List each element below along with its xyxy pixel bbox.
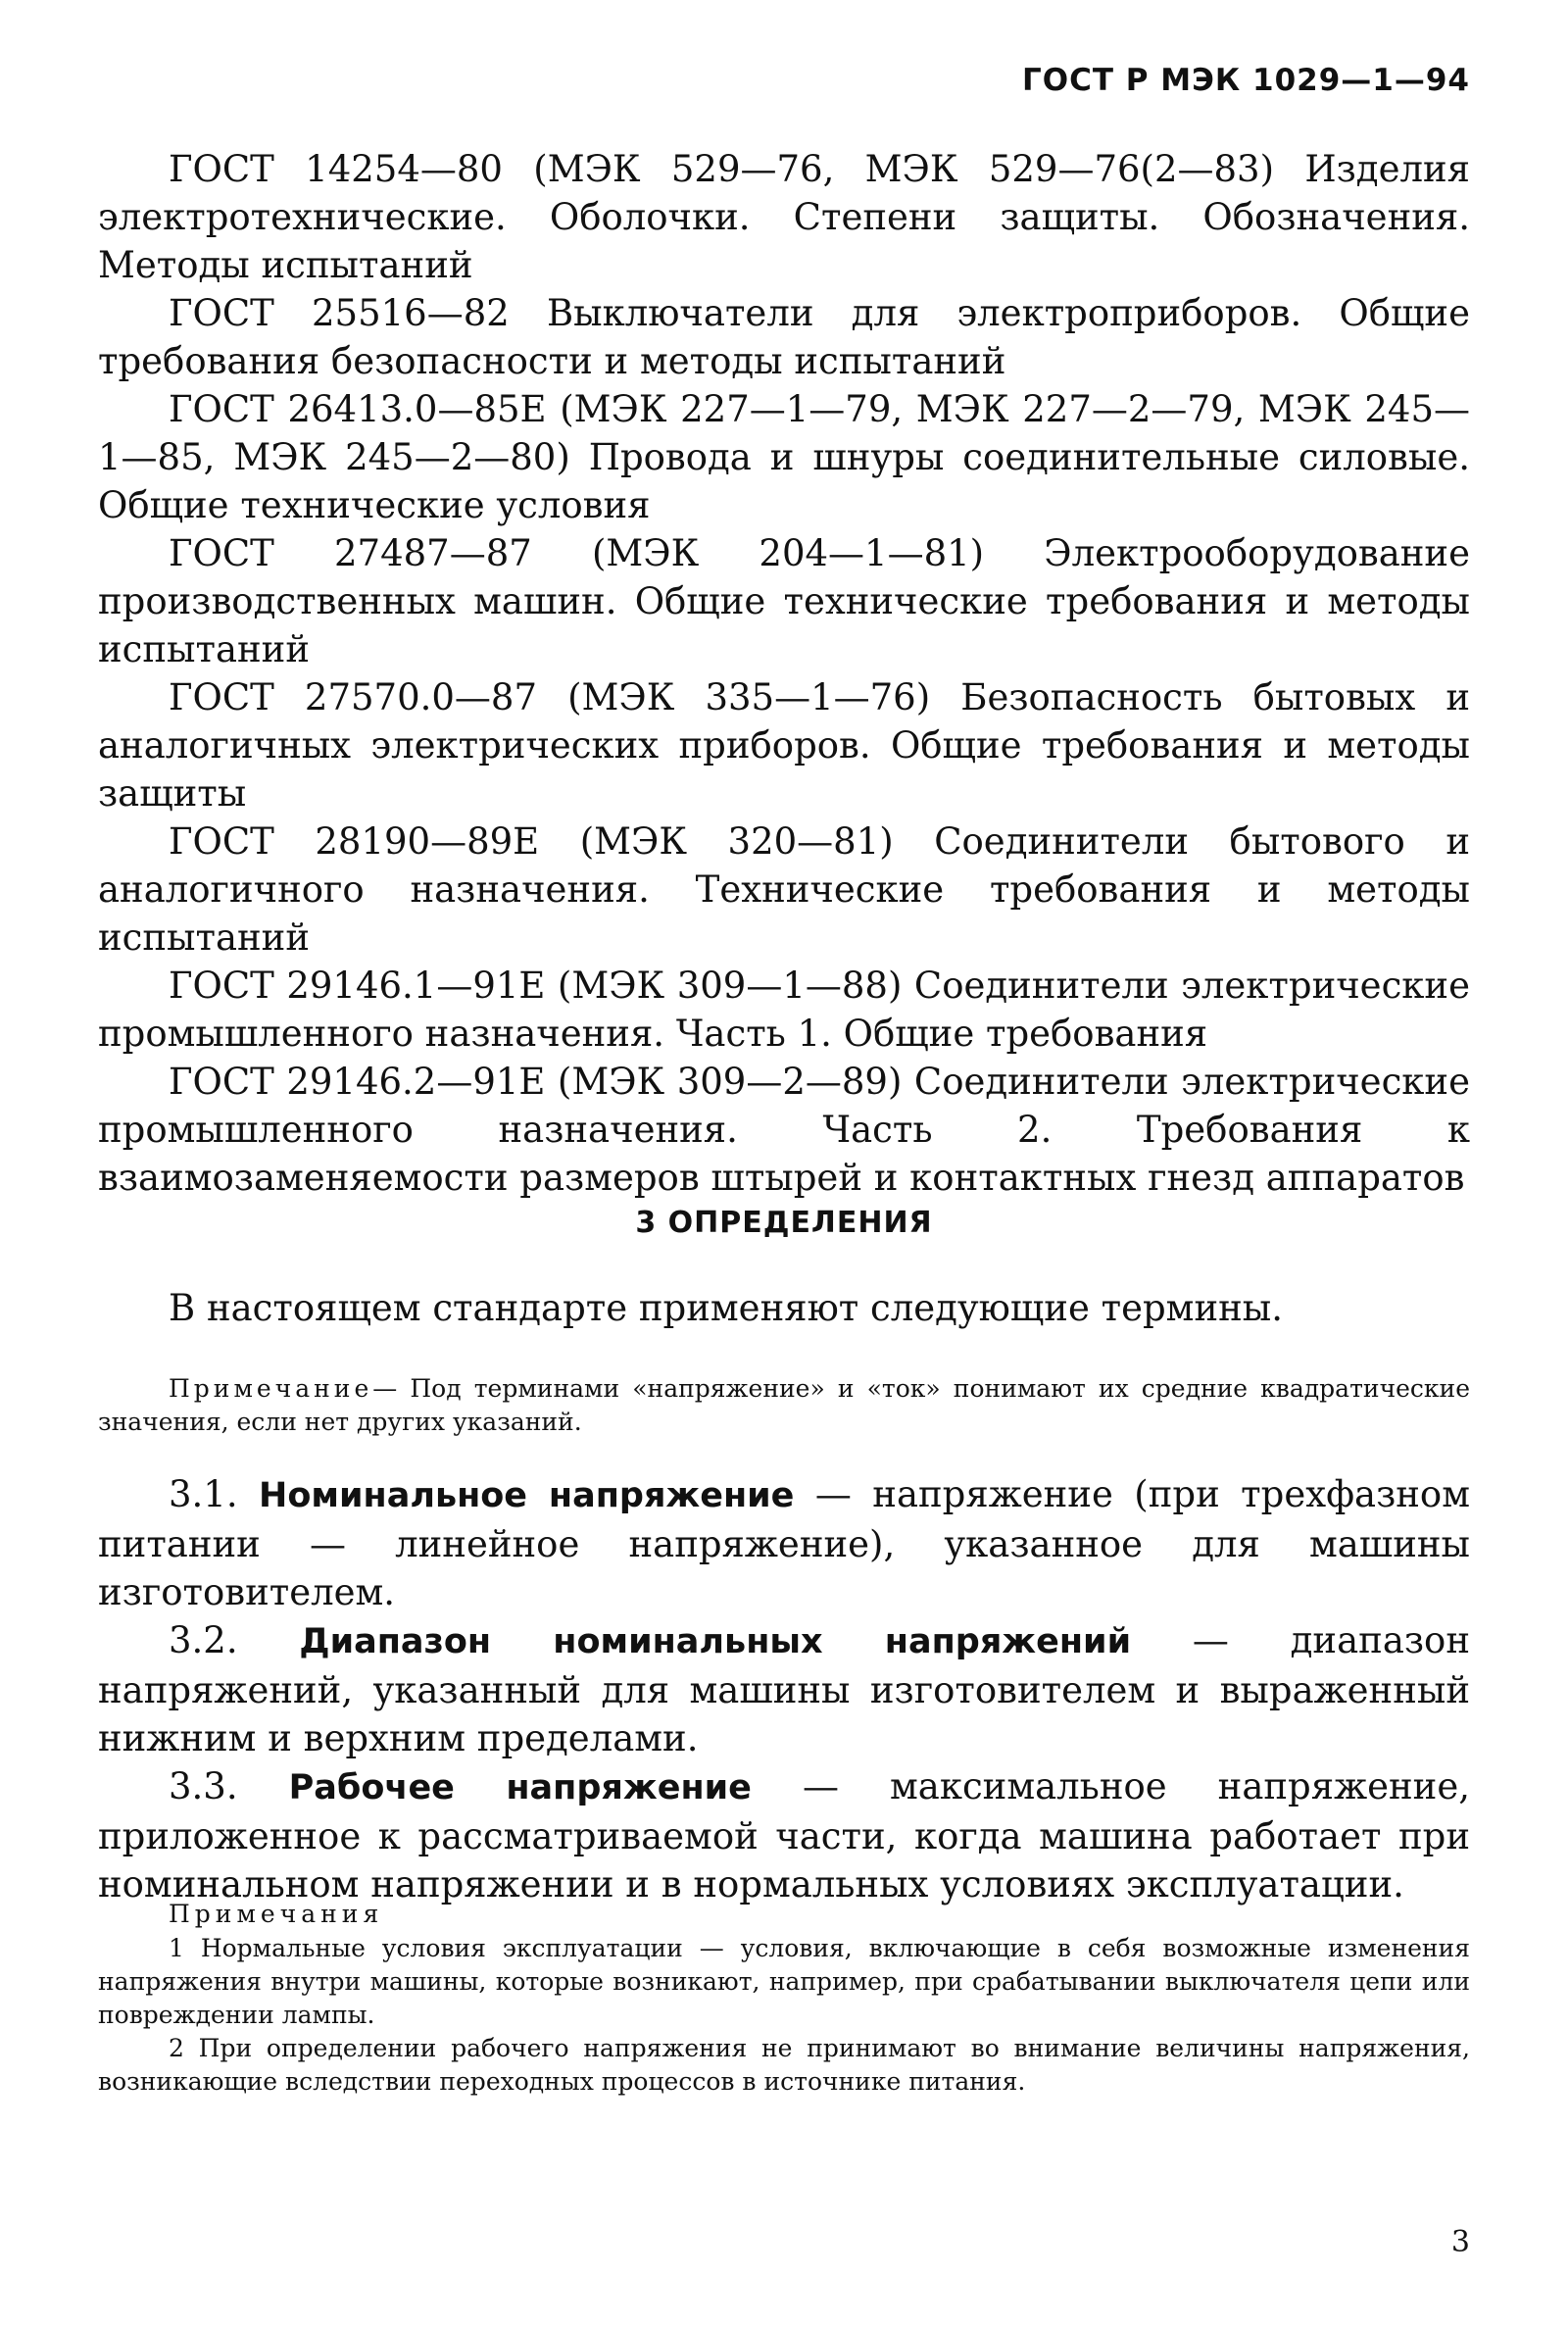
definition-term: Номинальное напряжение [259,1476,795,1515]
definition-term: Рабочее напряжение [288,1768,752,1807]
definition-number: 3.3. [169,1765,238,1807]
reference-item: ГОСТ 26413.0—85Е (МЭК 227—1—79, МЭК 227—2—79, МЭК 245—1—85, МЭК 245—2—80) Провода и шнуры соединительные силовые. Общие технические условия [98,388,1470,526]
definition-number: 3.2. [169,1619,238,1661]
reference-list [98,145,1470,1202]
note-item: 2 При определении рабочего напряжения не принимают во внимание величины напряжения, возникающие вследствии переходных процессов в источнике питания. [98,2034,1470,2096]
note-label: Примечание [169,1374,373,1403]
definition-term: Диапазон номинальных напряжений [299,1622,1132,1661]
definition-number: 3.1. [169,1473,238,1515]
definition-item [98,1616,1470,1762]
definition-text: — максимальное напряжение, приложенное к рассматриваемой части, когда машина работает при номинальном напряжении и в нормальных условиях эксплуатации. [98,1765,1471,1905]
page-number: 3 [1450,2225,1470,2259]
reference-item: ГОСТ 27570.0—87 (МЭК 335—1—76) Безопасность бытовых и аналогичных электрических приборов. Общие требования и методы защиты [98,676,1470,815]
reference-item: ГОСТ 28190—89Е (МЭК 320—81) Соединители бытового и аналогичного назначения. Технические требования и методы испытаний [98,820,1470,959]
note-text: — Под терминами «напряжение» и «ток» понимают их средние квадратические значения, если нет других указаний. [98,1374,1470,1436]
notes-title: Примечания [169,1900,384,1928]
definition-item [98,1470,1470,1616]
note-item: 1 Нормальные условия эксплуатации — условия, включающие в себя возможные изменения напряжения внутри машины, которые возникают, например, при срабатывании выключателя цепи или повреждении лампы. [98,1934,1470,2029]
definition-item [98,1762,1470,1908]
section-intro: В настоящем стандарте применяют следующие термины. [169,1287,1283,1329]
section-note [98,1372,1470,1439]
definition-text: — диапазон напряжений, указанный для машины изготовителем и выраженный нижним и верхним пределами. [98,1619,1470,1759]
definition-text: — напряжение (при трехфазном питании — линейное напряжение), указанное для машины изготовителем. [98,1473,1470,1613]
reference-item: ГОСТ 14254—80 (МЭК 529—76, МЭК 529—76(2—83) Изделия электротехнические. Оболочки. Степени защиты. Обозначения. Методы испытаний [98,148,1470,286]
section-title: 3 ОПРЕДЕЛЕНИЯ [635,1206,933,1240]
reference-item: ГОСТ 29146.2—91Е (МЭК 309—2—89) Соединители электрические промышленного назначения. Часть 2. Требования к взаимозаменяемости размеров штырей и контактных гнезд аппаратов [98,1061,1470,1199]
page-header: ГОСТ Р МЭК 1029—1—94 [1021,63,1470,98]
reference-item: ГОСТ 29146.1—91Е (МЭК 309—1—88) Соединители электрические промышленного назначения. Часть 1. Общие требования [98,965,1470,1055]
reference-item: ГОСТ 27487—87 (МЭК 204—1—81) Электрооборудование производственных машин. Общие технические требования и методы испытаний [98,532,1470,670]
notes-block [98,1900,1470,2099]
definitions-list [98,1470,1470,1908]
reference-item: ГОСТ 25516—82 Выключатели для электроприборов. Общие требования безопасности и методы испытаний [98,292,1470,382]
